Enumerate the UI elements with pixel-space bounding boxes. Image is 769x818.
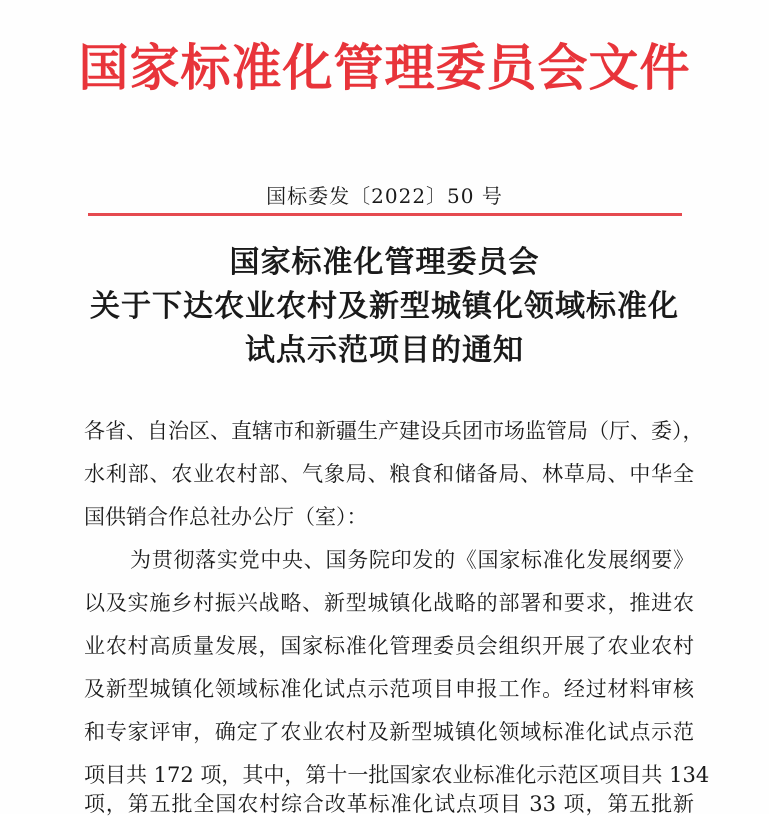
body-line-2: 以及实施乡村振兴战略、新型城镇化战略的部署和要求，推进农 bbox=[84, 591, 694, 615]
addressee-line-1: 各省、自治区、直辖市和新疆生产建设兵团市场监管局（厅、委）， bbox=[84, 419, 704, 443]
title-line-1: 国家标准化管理委员会 bbox=[229, 245, 540, 280]
body-line-1: 为贯彻落实党中央、国务院印发的《国家标准化发展纲要》 bbox=[130, 548, 694, 572]
body-line-6: 项目共 172 项，其中，第十一批国家农业标准化示范区项目共 134 bbox=[84, 763, 710, 787]
title-line-3: 试点示范项目的通知 bbox=[245, 333, 524, 368]
body-line-5: 和专家评审，确定了农业农村及新型城镇化领域标准化试点示范 bbox=[84, 720, 694, 744]
body-line-4: 及新型城镇化领域标准化试点示范项目申报工作。经过材料审核 bbox=[84, 677, 694, 701]
issuer-header: 国家标准化管理委员会文件 bbox=[78, 38, 691, 97]
red-divider-line bbox=[88, 213, 682, 216]
document-number: 国标委发〔2022〕50 号 bbox=[266, 184, 503, 208]
addressee-line-3: 国供销合作总社办公厅（室）： bbox=[84, 505, 368, 529]
addressee-line-2: 水利部、农业农村部、气象局、粮食和储备局、林草局、中华全 bbox=[84, 462, 694, 486]
body-line-3: 业农村高质量发展，国家标准化管理委员会组织开展了农业农村 bbox=[84, 634, 694, 658]
title-line-2: 关于下达农业农村及新型城镇化领域标准化 bbox=[90, 289, 679, 324]
body-line-7: 项，第五批全国农村综合改革标准化试点项目 33 项，第五批新 bbox=[84, 792, 694, 816]
